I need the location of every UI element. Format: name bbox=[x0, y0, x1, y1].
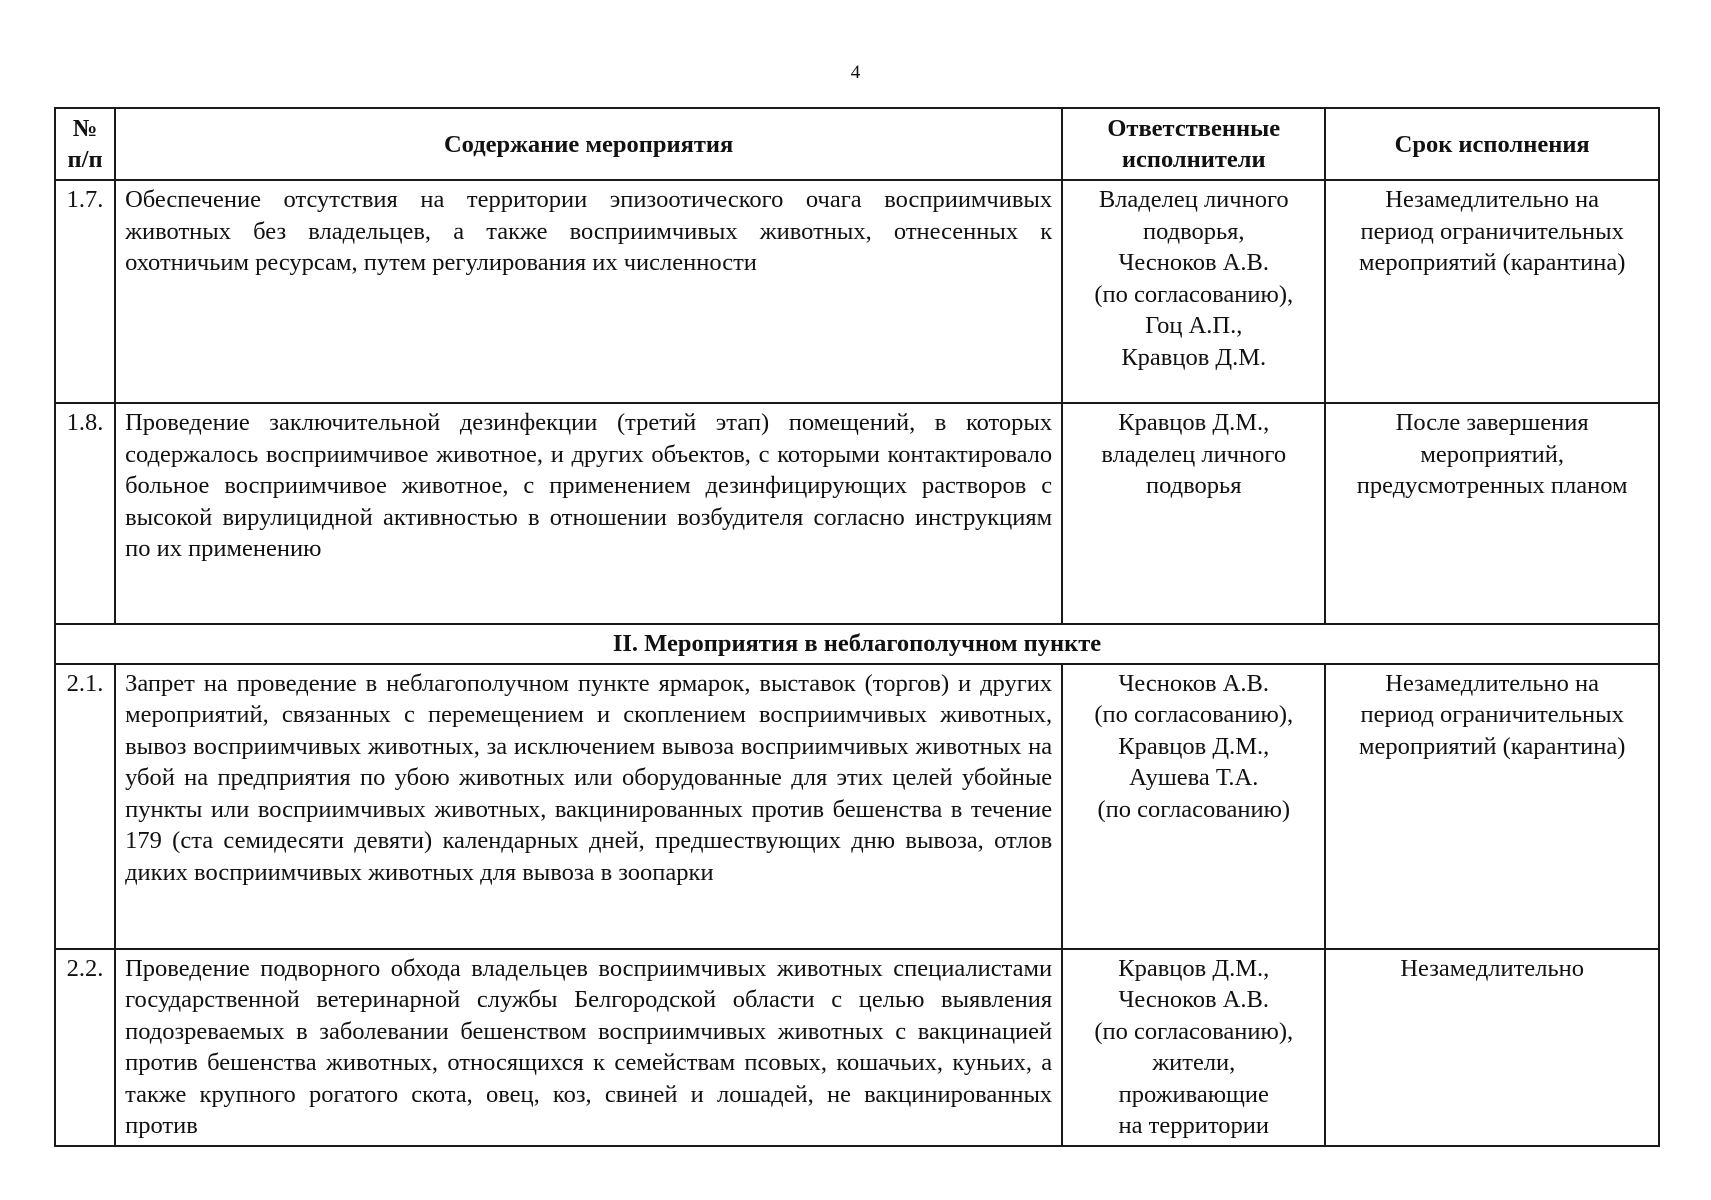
row-responsible: Кравцов Д.М., Чесноков А.В. (по согласованию), жители, проживающие на территории bbox=[1062, 949, 1325, 1146]
row-responsible: Владелец личного подворья, Чесноков А.В. (по согласованию), Гоц А.П., Кравцов Д.М. bbox=[1062, 180, 1325, 403]
table-row bbox=[55, 664, 1659, 949]
row-content: Проведение заключительной дезинфекции (третий этап) помещений, в которых содержалось восприимчивое животное, и других объектов, с которыми контактировало больное восприимчивое животное, с применением дезинфицирующих растворов с высокой вирулицидной активностью в отношении возбудителя согласно инструкциям по их применению bbox=[115, 403, 1062, 624]
row-number: 2.1. bbox=[55, 664, 115, 949]
row-deadline: Незамедлительно на период ограничительных мероприятий (карантина) bbox=[1325, 664, 1659, 949]
row-deadline: Незамедлительно на период ограничительных мероприятий (карантина) bbox=[1325, 180, 1659, 403]
page-number: 4 bbox=[850, 62, 861, 83]
table-row bbox=[55, 949, 1659, 1146]
section-title: II. Мероприятия в неблагополучном пункте bbox=[55, 624, 1659, 664]
row-content: Запрет на проведение в неблагополучном пункте ярмарок, выставок (торгов) и других мероприятий, связанных с перемещением и скоплением восприимчивых животных, вывоз восприимчивых животных, за исключением вывоза восприимчивых животных на убой на предприятия по убою животных или оборудованные для этих целей убойные пункты или восприимчивых животных, вакцинированных против бешенства в течение 179 (ста семидесяти девяти) календарных дней, предшествующих дню вывоза, отлов диких восприимчивых животных для вывоза в зоопарки bbox=[115, 664, 1062, 949]
section-header-row bbox=[55, 624, 1659, 664]
row-deadline: После завершения мероприятий, предусмотренных планом bbox=[1325, 403, 1659, 624]
row-number: 1.7. bbox=[55, 180, 115, 403]
header-number: № п/п bbox=[55, 108, 115, 180]
action-plan-table bbox=[54, 107, 1660, 1147]
row-responsible: Чесноков А.В. (по согласованию), Кравцов Д.М., Аушева Т.А. (по согласованию) bbox=[1062, 664, 1325, 949]
table-row bbox=[55, 403, 1659, 624]
header-deadline: Срок исполнения bbox=[1325, 108, 1659, 180]
row-deadline: Незамедлительно bbox=[1325, 949, 1659, 1146]
table-header-row bbox=[55, 108, 1659, 180]
row-number: 1.8. bbox=[55, 403, 115, 624]
header-responsible: Ответственные исполнители bbox=[1062, 108, 1325, 180]
row-number: 2.2. bbox=[55, 949, 115, 1146]
row-content: Проведение подворного обхода владельцев восприимчивых животных специалистами государственной ветеринарной службы Белгородской области с целью выявления подозреваемых в заболевании бешенством восприимчивых животных с вакцинацией против бешенства животных, относящихся к семействам псовых, кошачьих, куньих, а также крупного рогатого скота, овец, коз, свиней и лошадей, не вакцинированных против bbox=[115, 949, 1062, 1146]
row-responsible: Кравцов Д.М., владелец личного подворья bbox=[1062, 403, 1325, 624]
row-content: Обеспечение отсутствия на территории эпизоотического очага восприимчивых животных без владельцев, а также восприимчивых животных, отнесенных к охотничьим ресурсам, путем регулирования их численности bbox=[115, 180, 1062, 403]
header-content: Содержание мероприятия bbox=[115, 108, 1062, 180]
table-row bbox=[55, 180, 1659, 403]
